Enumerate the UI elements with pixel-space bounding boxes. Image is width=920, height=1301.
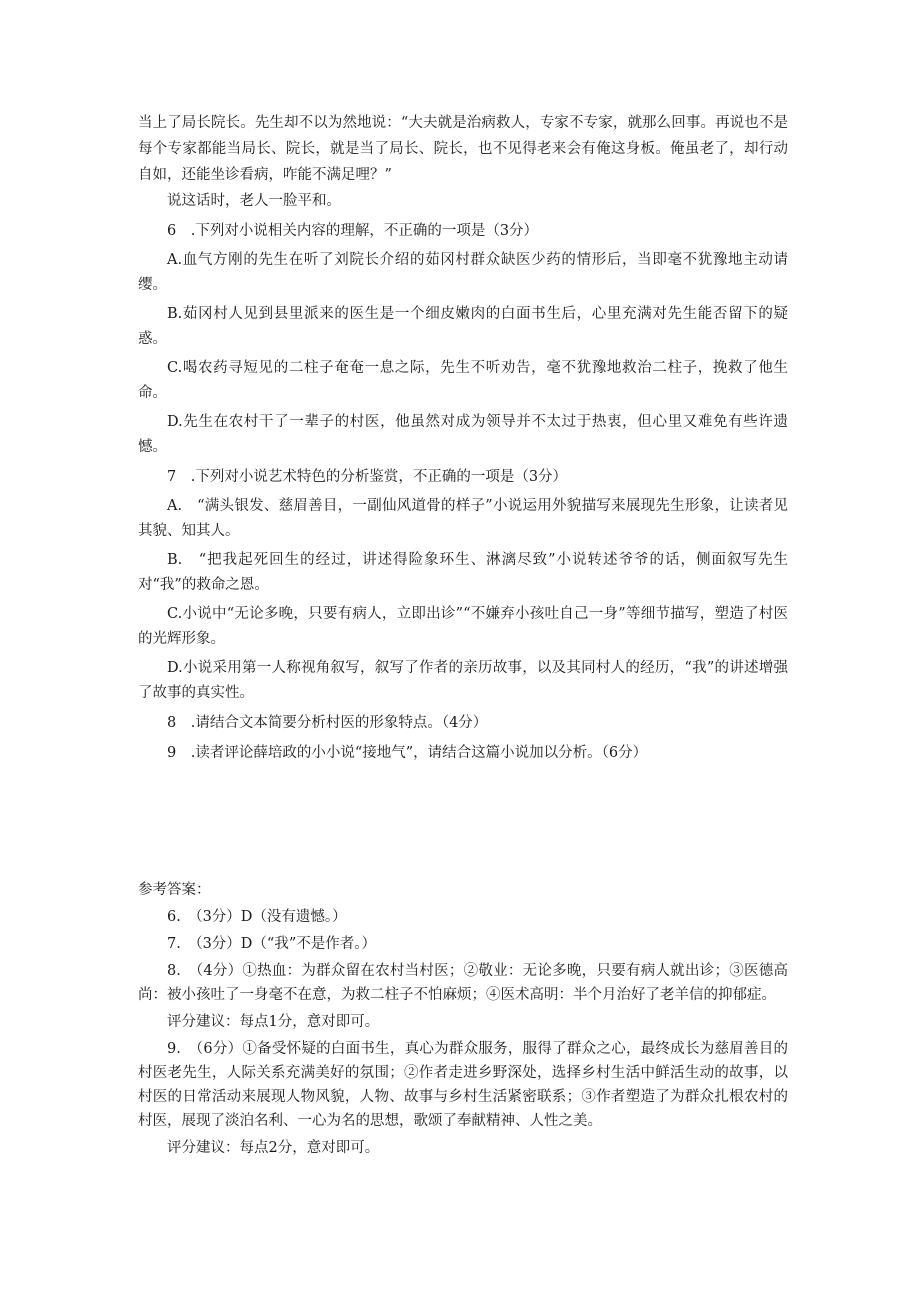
answer-8-scoring-note: 评分建议：每点1分，意对即可。 bbox=[167, 1014, 380, 1030]
answer-key bbox=[138, 878, 788, 1160]
question-6-option-d: D.先生在农村干了一辈子的村医，他虽然对成为领导并不太过于热衷，但心里又难免有些许遗憾。 bbox=[138, 414, 788, 455]
question-6-option-a: A.血气方刚的先生在听了刘院长介绍的茹冈村群众缺医少药的情形后，当即毫不犹豫地主动请缨。 bbox=[138, 252, 788, 293]
blank-answer-space bbox=[138, 766, 788, 878]
question-6-stem: 6 .下列对小说相关内容的理解，不正确的一项是（3分） bbox=[167, 223, 539, 239]
question-7-option-c: C.小说中“无论多晚，只要有病人，立即出诊”“不嫌弃小孩吐自己一身”等细节描写，塑造了村医的光辉形象。 bbox=[138, 606, 788, 647]
story-paragraph: 当上了局长院长。先生却不以为然地说：“大夫就是治病救人，专家不专家，就那么回事。再说也不是每个专家都能当局长、院长，就是当了局长、院长，也不见得老来会有俺这身板。俺虽老了，却行动自如，还能坐诊看病，咋能不满足哩？” bbox=[138, 115, 788, 183]
answer-7: 7. （3分）D（“我”不是作者。） bbox=[167, 936, 377, 952]
question-9-stem: 9 .读者评论薛培政的小小说“接地气”，请结合这篇小说加以分析。（6分） bbox=[167, 745, 648, 761]
question-6-option-c: C.喝农药寻短见的二柱子奄奄一息之际，先生不听劝告，毫不犹豫地救治二柱子，挽救了他生命。 bbox=[138, 360, 788, 401]
question-7-option-d: D.小说采用第一人称视角叙写，叙写了作者的亲历故事，以及其同村人的经历，“我”的讲述增强了故事的真实性。 bbox=[138, 660, 788, 701]
answer-9: 9. （6分）①备受怀疑的白面书生，真心为群众服务，服得了群众之心，最终成长为慈眉善目的村医老先生，人际关系充满美好的氛围；②作者走进乡野深处，选择乡村生活中鲜活生动的故事，以村医的日常活动来展现人物风貌，人物、故事与乡村生活紧密联系；③作者塑造了为群众扎根农村的村医，展现了淡泊名利、一心为名的思想，歌颂了奉献精神、人性之美。 bbox=[138, 1041, 788, 1129]
answer-8: 8. （4分）①热血：为群众留在农村当村医；②敬业：无论多晚，只要有病人就出诊；③医德高尚：被小孩吐了一身毫不在意，为救二柱子不怕麻烦；④医术高明：半个月治好了老羊信的抑郁症。 bbox=[138, 963, 788, 1003]
question-7-option-b: B. “把我起死回生的经过，讲述得险象环生、淋漓尽致”小说转述爷爷的话，侧面叙写先生对“我”的救命之恩。 bbox=[138, 552, 788, 593]
document-page bbox=[138, 110, 788, 1160]
answer-heading: 参考答案： bbox=[138, 882, 211, 898]
question-7-option-a: A. “满头银发、慈眉善目，一副仙风道骨的样子”小说运用外貌描写来展现先生形象，让读者见其貌、知其人。 bbox=[138, 498, 788, 539]
answer-6: 6. （3分）D（没有遗憾。） bbox=[167, 909, 347, 925]
answer-9-scoring-note: 评分建议：每点2分，意对即可。 bbox=[167, 1140, 380, 1156]
question-7-stem: 7 .下列对小说艺术特色的分析鉴赏，不正确的一项是（3分） bbox=[167, 469, 568, 485]
story-closing-line: 说这话时，老人一脸平和。 bbox=[167, 193, 341, 209]
question-6-option-b: B.茹冈村人见到县里派来的医生是一个细皮嫩肉的白面书生后，心里充满对先生能否留下的疑惑。 bbox=[138, 306, 788, 347]
question-8-stem: 8 .请结合文本简要分析村医的形象特点。（4分） bbox=[167, 715, 488, 731]
